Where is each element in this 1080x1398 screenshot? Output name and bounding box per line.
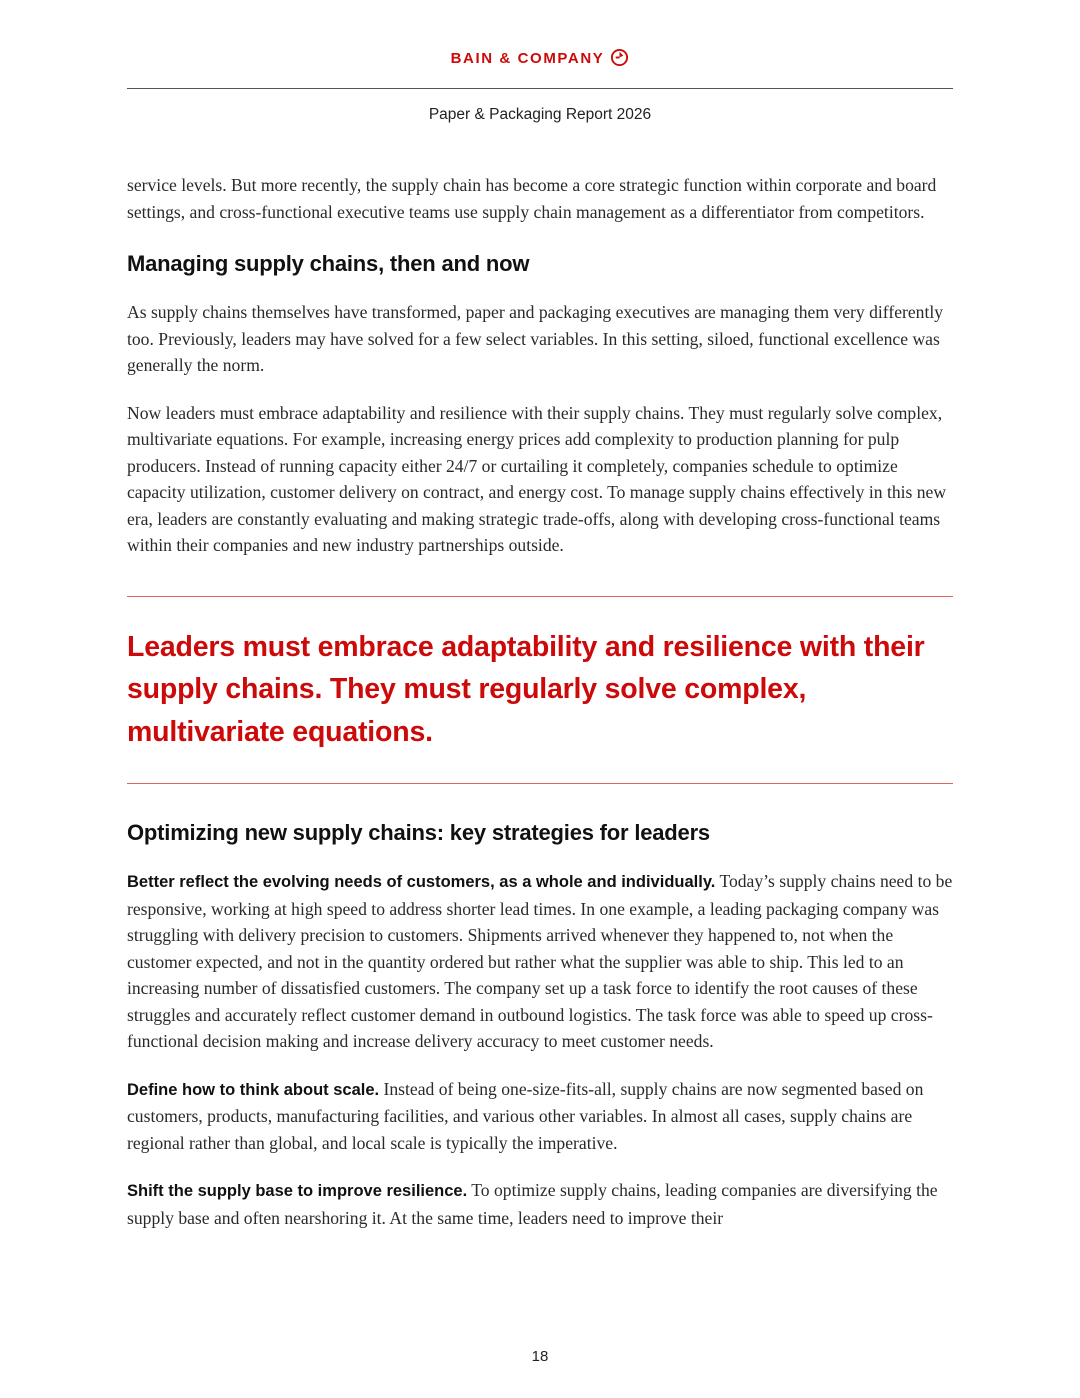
header-divider (127, 88, 953, 89)
brand-logo (0, 48, 1080, 67)
section-heading: Managing supply chains, then and now (127, 251, 530, 276)
strategy-text: Today’s supply chains need to be responsive, working at high speed to address shorter lead times. In one example, a leading packaging company was struggling with delivery precision to customers. Shipments arrived whenever they happened to, not when the customer expected, and not in the quantity ordered but rather what the supplier was able to ship. This led to an increasing number of dissatisfied customers. The company set up a task force to identify the root causes of these struggles and accurately reflect customer demand in outbound logistics. The task force was able to speed up cross-functional decision making and increase delivery accuracy to meet customer needs. (127, 871, 953, 1051)
strategy-lead: Define how to think about scale. (127, 1080, 380, 1099)
strategy-lead: Shift the supply base to improve resilience. (127, 1182, 468, 1200)
intro-paragraph: service levels. But more recently, the supply chain has become a core strategic function within corporate and board settings, and cross-functional executive teams use supply chain management as a differentiator from competitors. (127, 175, 937, 222)
page-number: 18 (531, 1348, 549, 1365)
strategy-text: Instead of being one-size-fits-all, supply chains are now segmented based on customers, products, manufacturing facilities, and various other variables. In almost all cases, supply chains are regional rather than global, and local scale is typically the imperative. (127, 1078, 924, 1153)
brand-name: BAIN & COMPANY (450, 50, 605, 67)
report-title: Paper & Packaging Report 2026 (428, 106, 652, 123)
bain-logo-icon (610, 48, 629, 67)
strategy-lead: Better reflect the evolving needs of customers, as a whole and individually. (127, 873, 716, 891)
section-heading: Optimizing new supply chains: key strategies for leaders (127, 820, 710, 845)
strategy-paragraph (127, 1076, 953, 1157)
paragraph: Now leaders must embrace adaptability and resilience with their supply chains. They must regularly solve complex, multivariate equations. For example, increasing energy prices add complexity to production planning for pulp producers. Instead of running capacity either 24/7 or curtailing it completely, companies schedule to optimize capacity utilization, customer delivery on contract, and energy cost. To manage supply chains effectively in this new era, leaders are constantly evaluating and making strategic trade-offs, along with developing cross-functional teams within their companies and new industry partnerships outside. (127, 402, 947, 555)
quote-divider-bottom (127, 783, 953, 784)
quote-divider-top (127, 596, 953, 597)
strategy-text: To optimize supply chains, leading companies are diversifying the supply base and often nearshoring it. At the same time, leaders need to improve their (127, 1180, 938, 1228)
paragraph: As supply chains themselves have transformed, paper and packaging executives are managing them very differently too. Previously, leaders may have solved for a few select variables. In this setting, siloed, functional excellence was generally the norm. (127, 302, 944, 375)
pull-quote: Leaders must embrace adaptability and resilience with their supply chains. They must regularly solve complex, multivariate equations. (127, 630, 925, 748)
strategy-paragraph (127, 1177, 953, 1231)
page-content (127, 172, 953, 1252)
strategy-paragraph (127, 868, 953, 1055)
